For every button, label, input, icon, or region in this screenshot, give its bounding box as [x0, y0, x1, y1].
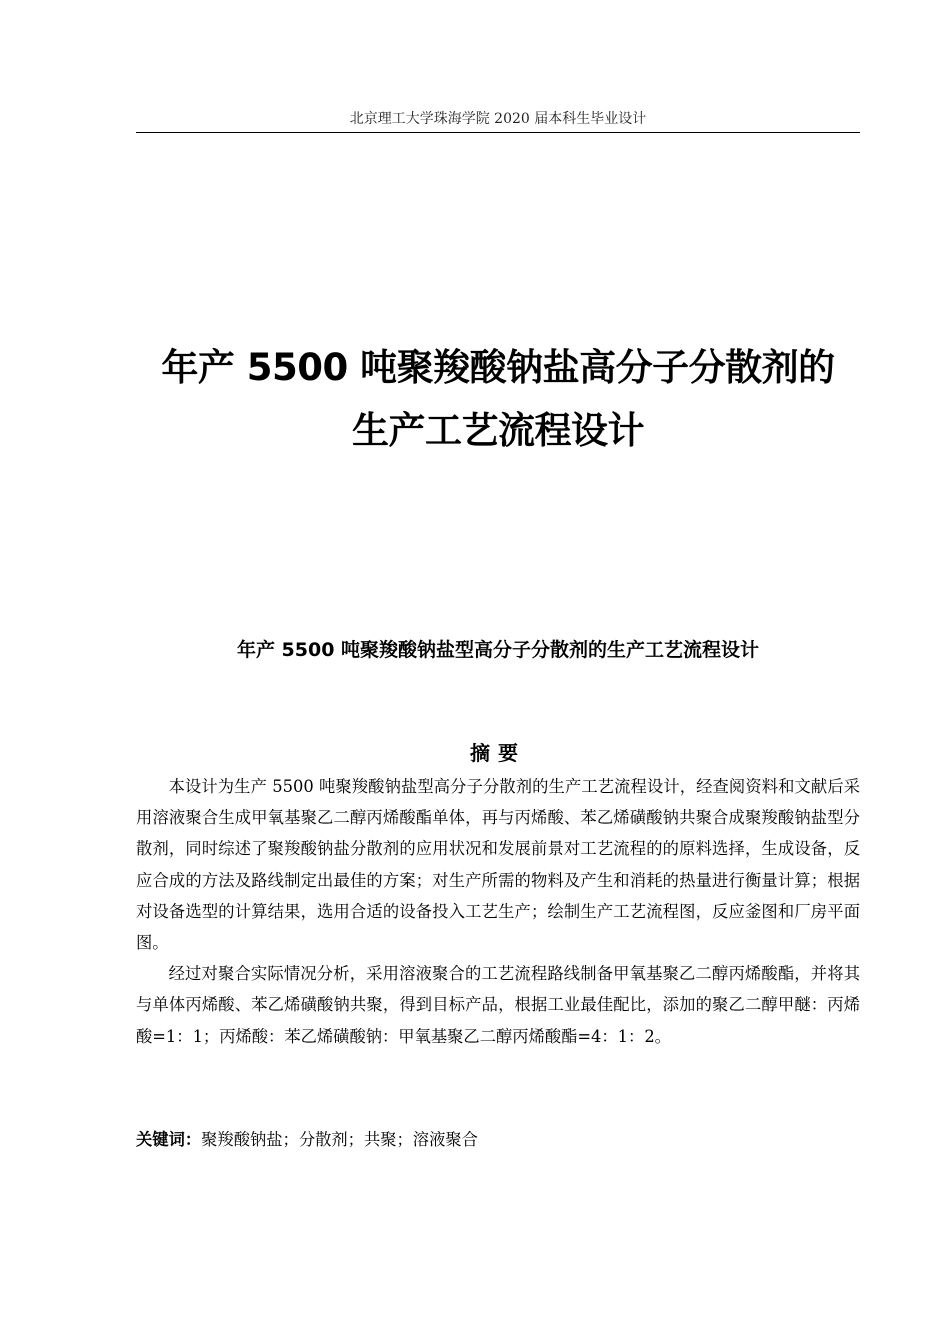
- keywords: [136, 1126, 860, 1154]
- header-divider: [136, 132, 860, 133]
- abstract-heading: 摘要: [470, 741, 526, 765]
- abstract-body: [136, 771, 860, 1052]
- thesis-title: [110, 336, 886, 462]
- thesis-title-line-2: 生产工艺流程设计: [352, 409, 644, 452]
- running-header: 北京理工大学珠海学院 2020 届本科生毕业设计: [349, 111, 647, 127]
- keywords-label: 关键词：: [136, 1130, 202, 1149]
- abstract-title: 年产 5500 吨聚羧酸钠盐型高分子分散剂的生产工艺流程设计: [236, 639, 760, 661]
- abstract-paragraph-2: 经过对聚合实际情况分析，采用溶液聚合的工艺流程路线制备甲氧基聚乙二醇丙烯酸酯，并将其与单体丙烯酸、苯乙烯磺酸钠共聚，得到目标产品，根据工业最佳配比，添加的聚乙二醇甲醚：丙烯酸=1：1；丙烯酸：苯乙烯磺酸钠：甲氧基聚乙二醇丙烯酸酯=4：1：2。: [136, 964, 860, 1046]
- abstract-paragraph-1: 本设计为生产 5500 吨聚羧酸钠盐型高分子分散剂的生产工艺流程设计，经查阅资料和文献后采用溶液聚合生成甲氧基聚乙二醇丙烯酸酯单体，再与丙烯酸、苯乙烯磺酸钠共聚合成聚羧酸钠盐型分散剂，同时综述了聚羧酸钠盐分散剂的应用状况和发展前景对工艺流程的的原料选择，生成设备，反应合成的方法及路线制定出最佳的方案；对生产所需的物料及产生和消耗的热量进行衡量计算；根据对设备选型的计算结果，选用合适的设备投入工艺生产；绘制生产工艺流程图，反应釜图和厂房平面图。: [136, 777, 860, 953]
- thesis-title-line-1: 年产 5500 吨聚羧酸钠盐高分子分散剂的: [161, 346, 835, 389]
- keywords-text: 聚羧酸钠盐；分散剂；共聚；溶液聚合: [201, 1130, 478, 1149]
